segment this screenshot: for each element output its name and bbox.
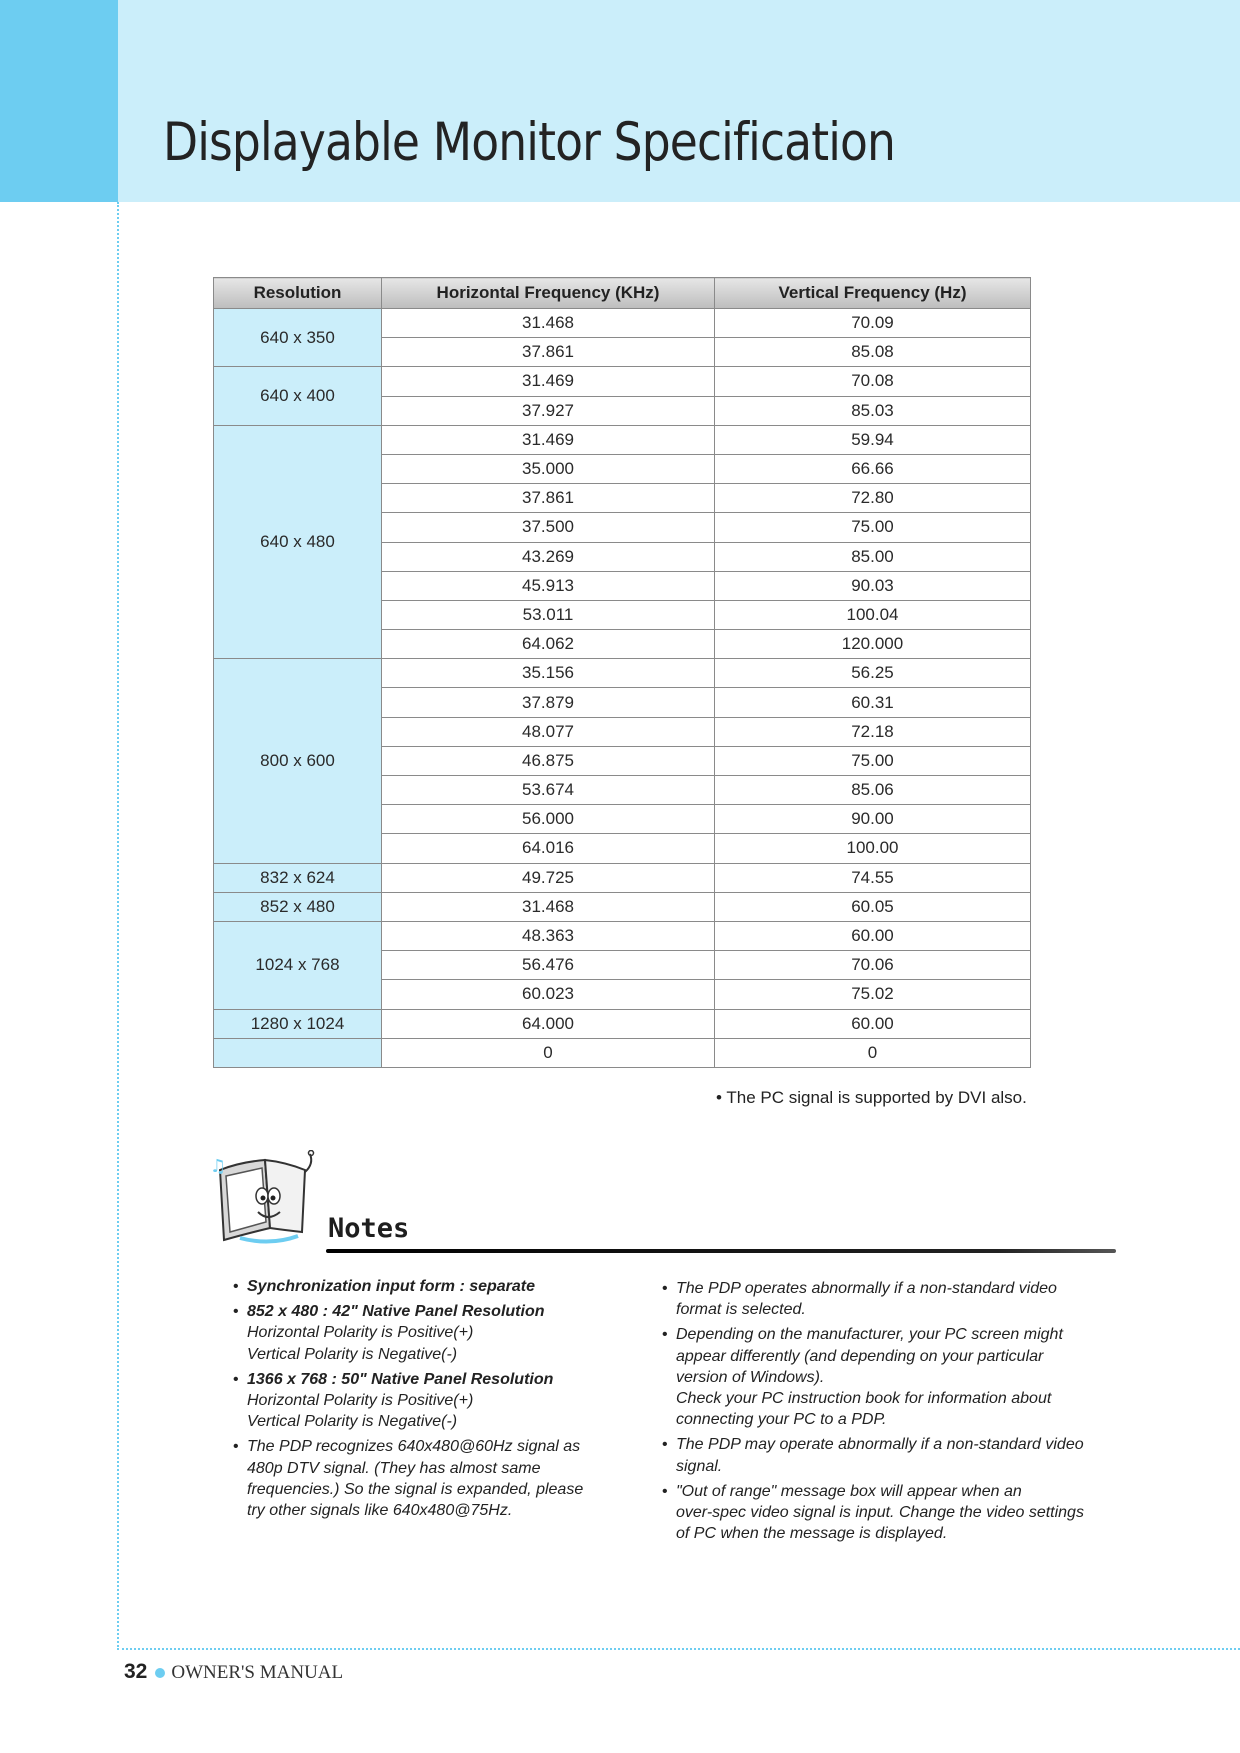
horizontal-frequency-cell: 0 bbox=[382, 1038, 715, 1067]
bottom-dotted-border bbox=[117, 1648, 1240, 1650]
table-header-row bbox=[214, 278, 1031, 309]
vertical-frequency-cell: 70.08 bbox=[715, 367, 1031, 396]
bullet-icon: • bbox=[662, 1326, 668, 1344]
vertical-frequency-cell: 70.06 bbox=[715, 951, 1031, 980]
monitor-mascot-icon bbox=[210, 1150, 330, 1254]
note-line: The PDP may operate abnormally if a non-standard video bbox=[676, 1436, 1084, 1454]
horizontal-frequency-cell: 64.016 bbox=[382, 834, 715, 863]
vertical-frequency-cell: 66.66 bbox=[715, 454, 1031, 483]
note-line: Synchronization input form : separate bbox=[247, 1278, 536, 1295]
note-item bbox=[662, 1434, 1102, 1476]
vertical-frequency-cell: 90.00 bbox=[715, 805, 1031, 834]
horizontal-frequency-cell: 31.469 bbox=[382, 425, 715, 454]
bullet-icon: • bbox=[662, 1280, 668, 1297]
note-line: 1366 x 768 : 50" Native Panel Resolution bbox=[247, 1370, 554, 1388]
notes-right-column bbox=[662, 1278, 1102, 1548]
vertical-frequency-cell: 72.80 bbox=[715, 484, 1031, 513]
note-item bbox=[662, 1324, 1102, 1430]
vertical-frequency-cell: 0 bbox=[715, 1038, 1031, 1067]
vertical-frequency-cell: 70.09 bbox=[715, 309, 1031, 338]
bullet-icon: • bbox=[662, 1436, 668, 1454]
note-line: 852 x 480 : 42" Native Panel Resolution bbox=[247, 1303, 545, 1321]
note-line: Depending on the manufacturer, your PC screen might bbox=[676, 1326, 1063, 1344]
footer bbox=[124, 1660, 343, 1684]
vertical-frequency-cell: 56.25 bbox=[715, 659, 1031, 688]
vertical-frequency-cell: 60.05 bbox=[715, 892, 1031, 921]
vertical-frequency-cell: 60.00 bbox=[715, 921, 1031, 950]
vertical-frequency-cell: 85.08 bbox=[715, 338, 1031, 367]
note-line: format is selected. bbox=[676, 1301, 806, 1319]
note-line: frequencies.) So the signal is expanded, please bbox=[247, 1480, 584, 1498]
note-line: Check your PC instruction book for information about bbox=[676, 1390, 1052, 1408]
vertical-frequency-cell: 100.00 bbox=[715, 834, 1031, 863]
horizontal-frequency-cell: 31.468 bbox=[382, 892, 715, 921]
note-line: Horizontal Polarity is Positive(+) bbox=[247, 1392, 474, 1410]
horizontal-frequency-cell: 60.023 bbox=[382, 980, 715, 1009]
footer-label: OWNER'S MANUAL bbox=[171, 1662, 344, 1683]
column-header: Resolution bbox=[214, 278, 382, 309]
table-row bbox=[214, 1038, 1031, 1067]
resolution-cell: 832 x 624 bbox=[214, 863, 382, 892]
vertical-frequency-cell: 120.000 bbox=[715, 630, 1031, 659]
column-header: Vertical Frequency (Hz) bbox=[715, 278, 1031, 309]
table-row bbox=[214, 892, 1031, 921]
note-line: Vertical Polarity is Negative(-) bbox=[247, 1345, 458, 1363]
page-title: Displayable Monitor Specification bbox=[163, 112, 896, 173]
vertical-frequency-cell: 85.00 bbox=[715, 542, 1031, 571]
horizontal-frequency-cell: 31.468 bbox=[382, 309, 715, 338]
bullet-icon: • bbox=[662, 1482, 668, 1500]
bullet-icon: • bbox=[233, 1438, 239, 1456]
horizontal-frequency-cell: 37.861 bbox=[382, 338, 715, 367]
note-line: signal. bbox=[676, 1457, 723, 1475]
note-item bbox=[662, 1278, 1102, 1320]
table-row bbox=[214, 1009, 1031, 1038]
notes-heading: Notes bbox=[328, 1213, 410, 1244]
horizontal-frequency-cell: 64.062 bbox=[382, 630, 715, 659]
note-line: connecting your PC to a PDP. bbox=[676, 1411, 887, 1429]
horizontal-frequency-cell: 48.363 bbox=[382, 921, 715, 950]
horizontal-frequency-cell: 43.269 bbox=[382, 542, 715, 571]
column-header: Horizontal Frequency (KHz) bbox=[382, 278, 715, 309]
resolution-cell: 640 x 400 bbox=[214, 367, 382, 425]
vertical-frequency-cell: 100.04 bbox=[715, 600, 1031, 629]
dvi-note: • The PC signal is supported by DVI also. bbox=[716, 1088, 1027, 1107]
horizontal-frequency-cell: 56.000 bbox=[382, 805, 715, 834]
note-line: 480p DTV signal. (They has almost same bbox=[247, 1459, 541, 1477]
vertical-frequency-cell: 85.03 bbox=[715, 396, 1031, 425]
vertical-frequency-cell: 85.06 bbox=[715, 776, 1031, 805]
side-dotted-border bbox=[117, 202, 119, 1650]
vertical-frequency-cell: 75.02 bbox=[715, 980, 1031, 1009]
resolution-cell: 852 x 480 bbox=[214, 892, 382, 921]
vertical-frequency-cell: 60.31 bbox=[715, 688, 1031, 717]
vertical-frequency-cell: 74.55 bbox=[715, 863, 1031, 892]
table-row bbox=[214, 863, 1031, 892]
note-item bbox=[233, 1369, 623, 1433]
horizontal-frequency-cell: 37.861 bbox=[382, 484, 715, 513]
note-line: version of Windows). bbox=[676, 1368, 825, 1386]
notes-divider bbox=[326, 1249, 1116, 1253]
horizontal-frequency-cell: 64.000 bbox=[382, 1009, 715, 1038]
note-line: The PDP operates abnormally if a non-standard video bbox=[676, 1280, 1057, 1297]
bullet-icon: • bbox=[233, 1278, 239, 1295]
note-line: over-spec video signal is input. Change the video settings bbox=[676, 1504, 1084, 1522]
note-line: appear differently (and depending on your particular bbox=[676, 1347, 1044, 1365]
vertical-frequency-cell: 59.94 bbox=[715, 425, 1031, 454]
resolution-cell: 800 x 600 bbox=[214, 659, 382, 863]
vertical-frequency-cell: 72.18 bbox=[715, 717, 1031, 746]
vertical-frequency-cell: 75.00 bbox=[715, 513, 1031, 542]
note-line: Horizontal Polarity is Positive(+) bbox=[247, 1324, 474, 1342]
horizontal-frequency-cell: 56.476 bbox=[382, 951, 715, 980]
note-item bbox=[233, 1276, 623, 1297]
horizontal-frequency-cell: 35.000 bbox=[382, 454, 715, 483]
table-row bbox=[214, 425, 1031, 454]
horizontal-frequency-cell: 45.913 bbox=[382, 571, 715, 600]
table-row bbox=[214, 367, 1031, 396]
svg-text:♫: ♫ bbox=[210, 1156, 227, 1177]
note-line: Vertical Polarity is Negative(-) bbox=[247, 1413, 458, 1431]
header-tab bbox=[0, 0, 118, 202]
resolution-cell: 1024 x 768 bbox=[214, 921, 382, 1009]
resolution-cell bbox=[214, 1038, 382, 1067]
note-line: "Out of range" message box will appear when an bbox=[676, 1482, 1022, 1500]
footer-bullet-icon bbox=[155, 1668, 165, 1678]
vertical-frequency-cell: 60.00 bbox=[715, 1009, 1031, 1038]
table-row bbox=[214, 659, 1031, 688]
horizontal-frequency-cell: 53.674 bbox=[382, 776, 715, 805]
note-item bbox=[233, 1301, 623, 1365]
horizontal-frequency-cell: 35.156 bbox=[382, 659, 715, 688]
horizontal-frequency-cell: 46.875 bbox=[382, 746, 715, 775]
table-row bbox=[214, 309, 1031, 338]
vertical-frequency-cell: 75.00 bbox=[715, 746, 1031, 775]
horizontal-frequency-cell: 37.927 bbox=[382, 396, 715, 425]
spec-table-body bbox=[214, 309, 1031, 1068]
horizontal-frequency-cell: 53.011 bbox=[382, 600, 715, 629]
resolution-cell: 640 x 480 bbox=[214, 425, 382, 659]
horizontal-frequency-cell: 49.725 bbox=[382, 863, 715, 892]
resolution-cell: 640 x 350 bbox=[214, 309, 382, 367]
bullet-icon: • bbox=[233, 1303, 239, 1321]
horizontal-frequency-cell: 37.500 bbox=[382, 513, 715, 542]
note-item bbox=[233, 1436, 623, 1521]
note-line: try other signals like 640x480@75Hz. bbox=[247, 1502, 513, 1520]
note-line: The PDP recognizes 640x480@60Hz signal as bbox=[247, 1438, 581, 1456]
spec-table bbox=[213, 277, 1031, 1068]
horizontal-frequency-cell: 31.469 bbox=[382, 367, 715, 396]
note-line: of PC when the message is displayed. bbox=[676, 1525, 948, 1543]
horizontal-frequency-cell: 37.879 bbox=[382, 688, 715, 717]
note-item bbox=[662, 1481, 1102, 1545]
vertical-frequency-cell: 90.03 bbox=[715, 571, 1031, 600]
table-row bbox=[214, 921, 1031, 950]
page-number: 32 bbox=[124, 1660, 148, 1683]
bullet-icon: • bbox=[233, 1370, 239, 1388]
resolution-cell: 1280 x 1024 bbox=[214, 1009, 382, 1038]
horizontal-frequency-cell: 48.077 bbox=[382, 717, 715, 746]
notes-left-column bbox=[233, 1276, 623, 1525]
